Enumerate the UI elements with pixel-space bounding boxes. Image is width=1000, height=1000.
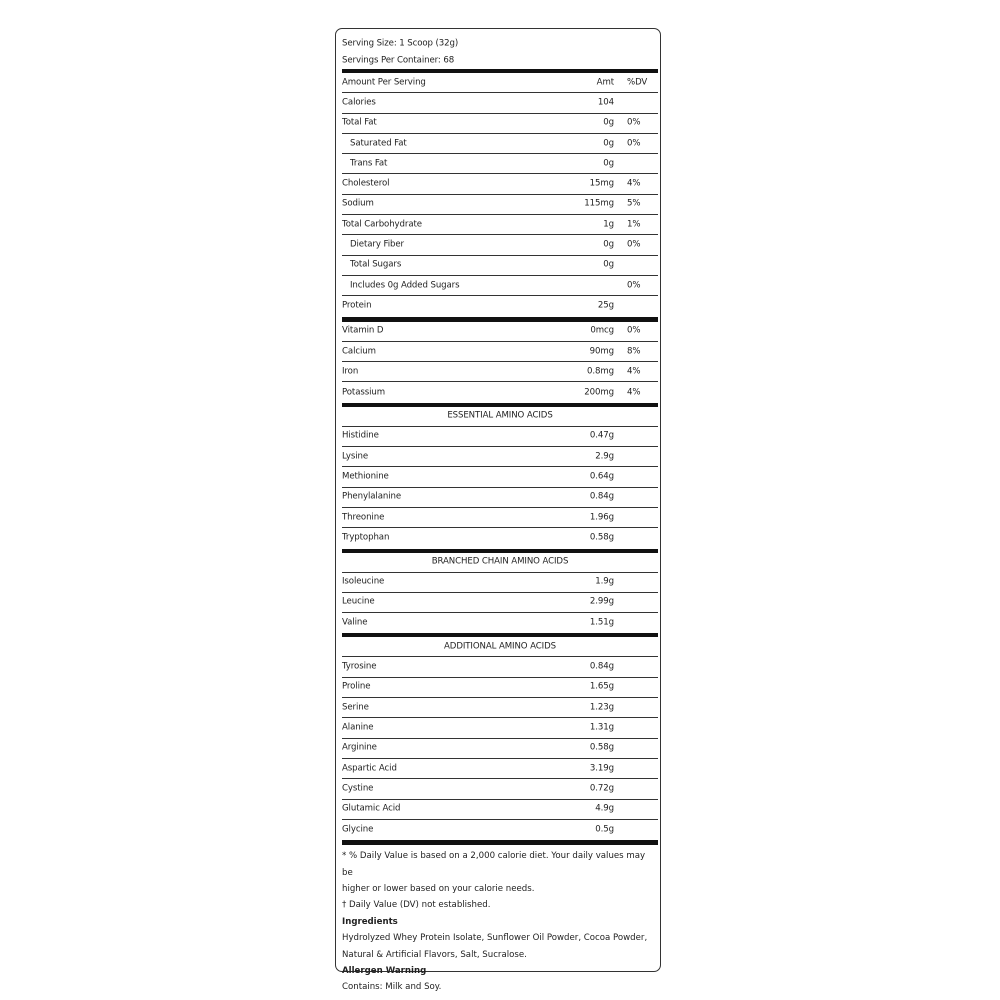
amino-row-aspartic-acid bbox=[342, 759, 658, 779]
vitamin-dv: 4% bbox=[627, 387, 641, 398]
nutrient-name: Dietary Fiber bbox=[350, 239, 404, 250]
nutrient-dv: 5% bbox=[627, 199, 641, 210]
nutrient-name: Protein bbox=[342, 301, 372, 312]
nutrient-row-trans-fat bbox=[342, 154, 658, 174]
amino-name: Methionine bbox=[342, 471, 389, 482]
vitamin-amount: 200mg bbox=[584, 387, 614, 398]
nutrient-name: Saturated Fat bbox=[350, 138, 407, 149]
nutrient-row-total-carbohydrate bbox=[342, 215, 658, 235]
amount-per-serving-label: Amount Per Serving bbox=[342, 77, 426, 88]
nutrient-amount: 1g bbox=[603, 219, 614, 230]
nutrient-name: Total Carbohydrate bbox=[342, 219, 422, 230]
vitamin-dv: 0% bbox=[627, 325, 641, 336]
amino-amount: 1.31g bbox=[589, 722, 614, 733]
amino-row-lysine bbox=[342, 447, 658, 467]
amino-amount: 0.58g bbox=[589, 533, 614, 544]
amino-amount: 0.84g bbox=[589, 491, 614, 502]
nutrient-dv: 1% bbox=[627, 219, 641, 230]
vitamin-amount: 0mcg bbox=[590, 325, 614, 336]
servings-per-container-line bbox=[342, 52, 658, 69]
dv-column-header: %DV bbox=[627, 77, 648, 88]
amino-amount: 1.65g bbox=[589, 682, 614, 693]
nutrient-row-added-sugars bbox=[342, 276, 658, 296]
nutrient-name: Total Sugars bbox=[350, 260, 402, 271]
vitamin-row-iron bbox=[342, 362, 658, 382]
serving-size: Serving Size: 1 Scoop (32g) bbox=[342, 38, 459, 49]
nutrition-facts-content bbox=[342, 35, 658, 996]
amino-row-phenylalanine bbox=[342, 488, 658, 508]
amino-amount: 2.99g bbox=[589, 597, 614, 608]
amino-amount: 1.9g bbox=[595, 576, 614, 587]
amino-amount: 0.64g bbox=[589, 471, 614, 482]
allergen-warning-title: Allergen Warning bbox=[342, 965, 427, 976]
amino-amount: 0.5g bbox=[595, 824, 614, 835]
amino-name: Lysine bbox=[342, 451, 369, 462]
nutrient-name: Total Fat bbox=[342, 117, 377, 128]
vitamin-name: Vitamin D bbox=[342, 325, 384, 336]
nutrient-amount: 15mg bbox=[589, 178, 614, 189]
additional-amino-acids-header bbox=[342, 637, 658, 657]
amino-name: Aspartic Acid bbox=[342, 763, 397, 774]
nutrient-amount: 0g bbox=[603, 239, 614, 250]
dv-footnote-line-2: higher or lower based on your calorie needs. bbox=[342, 883, 535, 894]
nutrient-dv: 4% bbox=[627, 178, 641, 189]
nutrient-row-protein bbox=[342, 296, 658, 316]
ingredients-line-1: Hydrolyzed Whey Protein Isolate, Sunflower Oil Powder, Cocoa Powder, bbox=[342, 933, 648, 944]
amino-row-serine bbox=[342, 698, 658, 718]
amino-amount: 1.96g bbox=[589, 512, 614, 523]
vitamin-amount: 0.8mg bbox=[587, 366, 614, 377]
nutrient-amount: 104 bbox=[597, 97, 614, 108]
ingredients-line-2: Natural & Artificial Flavors, Salt, Sucralose. bbox=[342, 949, 527, 960]
amino-amount: 3.19g bbox=[589, 763, 614, 774]
amino-amount: 0.58g bbox=[589, 742, 614, 753]
nutrient-row-total-sugars bbox=[342, 256, 658, 276]
amino-name: Serine bbox=[342, 702, 369, 713]
vitamin-row-calcium bbox=[342, 342, 658, 362]
amino-row-tyrosine bbox=[342, 657, 658, 677]
amino-row-threonine bbox=[342, 508, 658, 528]
nutrient-amount: 0g bbox=[603, 138, 614, 149]
amount-header-row bbox=[342, 73, 658, 93]
amino-name: Valine bbox=[342, 617, 368, 628]
nutrient-amount: 0g bbox=[603, 158, 614, 169]
section-title: ADDITIONAL AMINO ACIDS bbox=[444, 641, 556, 652]
amino-row-alanine bbox=[342, 718, 658, 738]
vitamin-name: Iron bbox=[342, 366, 359, 377]
amino-name: Phenylalanine bbox=[342, 491, 402, 502]
amino-row-methionine bbox=[342, 467, 658, 487]
nutrient-amount: 115mg bbox=[584, 199, 614, 210]
section-title: BRANCHED CHAIN AMINO ACIDS bbox=[431, 556, 569, 567]
amino-row-arginine bbox=[342, 739, 658, 759]
amino-name: Glycine bbox=[342, 824, 374, 835]
dv-footnote-line-1: * % Daily Value is based on a 2,000 calorie diet. Your daily values may be bbox=[342, 851, 646, 878]
amino-row-cystine bbox=[342, 779, 658, 799]
amino-row-glutamic-acid bbox=[342, 800, 658, 820]
amino-row-glycine bbox=[342, 820, 658, 840]
nutrient-dv: 0% bbox=[627, 117, 641, 128]
vitamin-amount: 90mg bbox=[589, 346, 614, 357]
nutrient-row-total-fat bbox=[342, 114, 658, 134]
nutrient-row-dietary-fiber bbox=[342, 235, 658, 255]
nutrition-facts-panel bbox=[335, 28, 661, 993]
serving-info bbox=[342, 35, 658, 69]
section-title: ESSENTIAL AMINO ACIDS bbox=[447, 410, 553, 421]
amino-row-tryptophan bbox=[342, 528, 658, 548]
amino-amount: 4.9g bbox=[595, 803, 614, 814]
vitamin-row-vitamin-d bbox=[342, 322, 658, 342]
vitamin-name: Potassium bbox=[342, 387, 386, 398]
amino-name: Alanine bbox=[342, 722, 374, 733]
vitamin-row-potassium bbox=[342, 382, 658, 402]
nutrient-name: Calories bbox=[342, 97, 376, 108]
dagger-footnote: † Daily Value (DV) not established. bbox=[342, 900, 491, 911]
amino-name: Isoleucine bbox=[342, 576, 385, 587]
nutrient-name: Trans Fat bbox=[350, 158, 388, 169]
nutrient-row-cholesterol bbox=[342, 174, 658, 194]
nutrient-dv: 0% bbox=[627, 138, 641, 149]
amino-name: Cystine bbox=[342, 783, 374, 794]
footnotes bbox=[342, 845, 658, 996]
amino-amount: 0.84g bbox=[589, 661, 614, 672]
amino-name: Tryptophan bbox=[342, 533, 390, 544]
nutrient-amount: 25g bbox=[597, 301, 614, 312]
nutrient-row-saturated-fat bbox=[342, 134, 658, 154]
vitamin-dv: 4% bbox=[627, 366, 641, 377]
amino-name: Proline bbox=[342, 682, 371, 693]
amino-name: Glutamic Acid bbox=[342, 803, 401, 814]
amino-name: Histidine bbox=[342, 431, 379, 442]
amt-column-header: Amt bbox=[596, 77, 614, 88]
amino-name: Arginine bbox=[342, 742, 377, 753]
allergen-warning-text: Contains: Milk and Soy. bbox=[342, 982, 442, 993]
nutrient-name: Cholesterol bbox=[342, 178, 390, 189]
amino-amount: 1.51g bbox=[589, 617, 614, 628]
ingredients-title: Ingredients bbox=[342, 916, 398, 927]
amino-amount: 1.23g bbox=[589, 702, 614, 713]
bcaa-header bbox=[342, 553, 658, 573]
nutrient-dv: 0% bbox=[627, 239, 641, 250]
nutrient-row-sodium bbox=[342, 195, 658, 215]
amino-row-leucine bbox=[342, 593, 658, 613]
serving-size-line bbox=[342, 35, 658, 52]
amino-row-proline bbox=[342, 678, 658, 698]
servings-per-container: Servings Per Container: 68 bbox=[342, 55, 455, 66]
nutrient-amount: 0g bbox=[603, 260, 614, 271]
amino-name: Tyrosine bbox=[342, 661, 377, 672]
nutrient-name: Includes 0g Added Sugars bbox=[350, 280, 460, 291]
amino-amount: 2.9g bbox=[595, 451, 614, 462]
amino-row-valine bbox=[342, 613, 658, 633]
nutrient-row-calories bbox=[342, 93, 658, 113]
essential-amino-acids-header bbox=[342, 407, 658, 427]
amino-row-isoleucine bbox=[342, 573, 658, 593]
amino-row-histidine bbox=[342, 427, 658, 447]
nutrient-dv: 0% bbox=[627, 280, 641, 291]
amino-amount: 0.72g bbox=[589, 783, 614, 794]
amino-name: Threonine bbox=[342, 512, 385, 523]
nutrient-name: Sodium bbox=[342, 199, 374, 210]
amino-amount: 0.47g bbox=[589, 431, 614, 442]
vitamin-dv: 8% bbox=[627, 346, 641, 357]
nutrient-amount: 0g bbox=[603, 117, 614, 128]
amino-name: Leucine bbox=[342, 597, 375, 608]
vitamin-name: Calcium bbox=[342, 346, 376, 357]
